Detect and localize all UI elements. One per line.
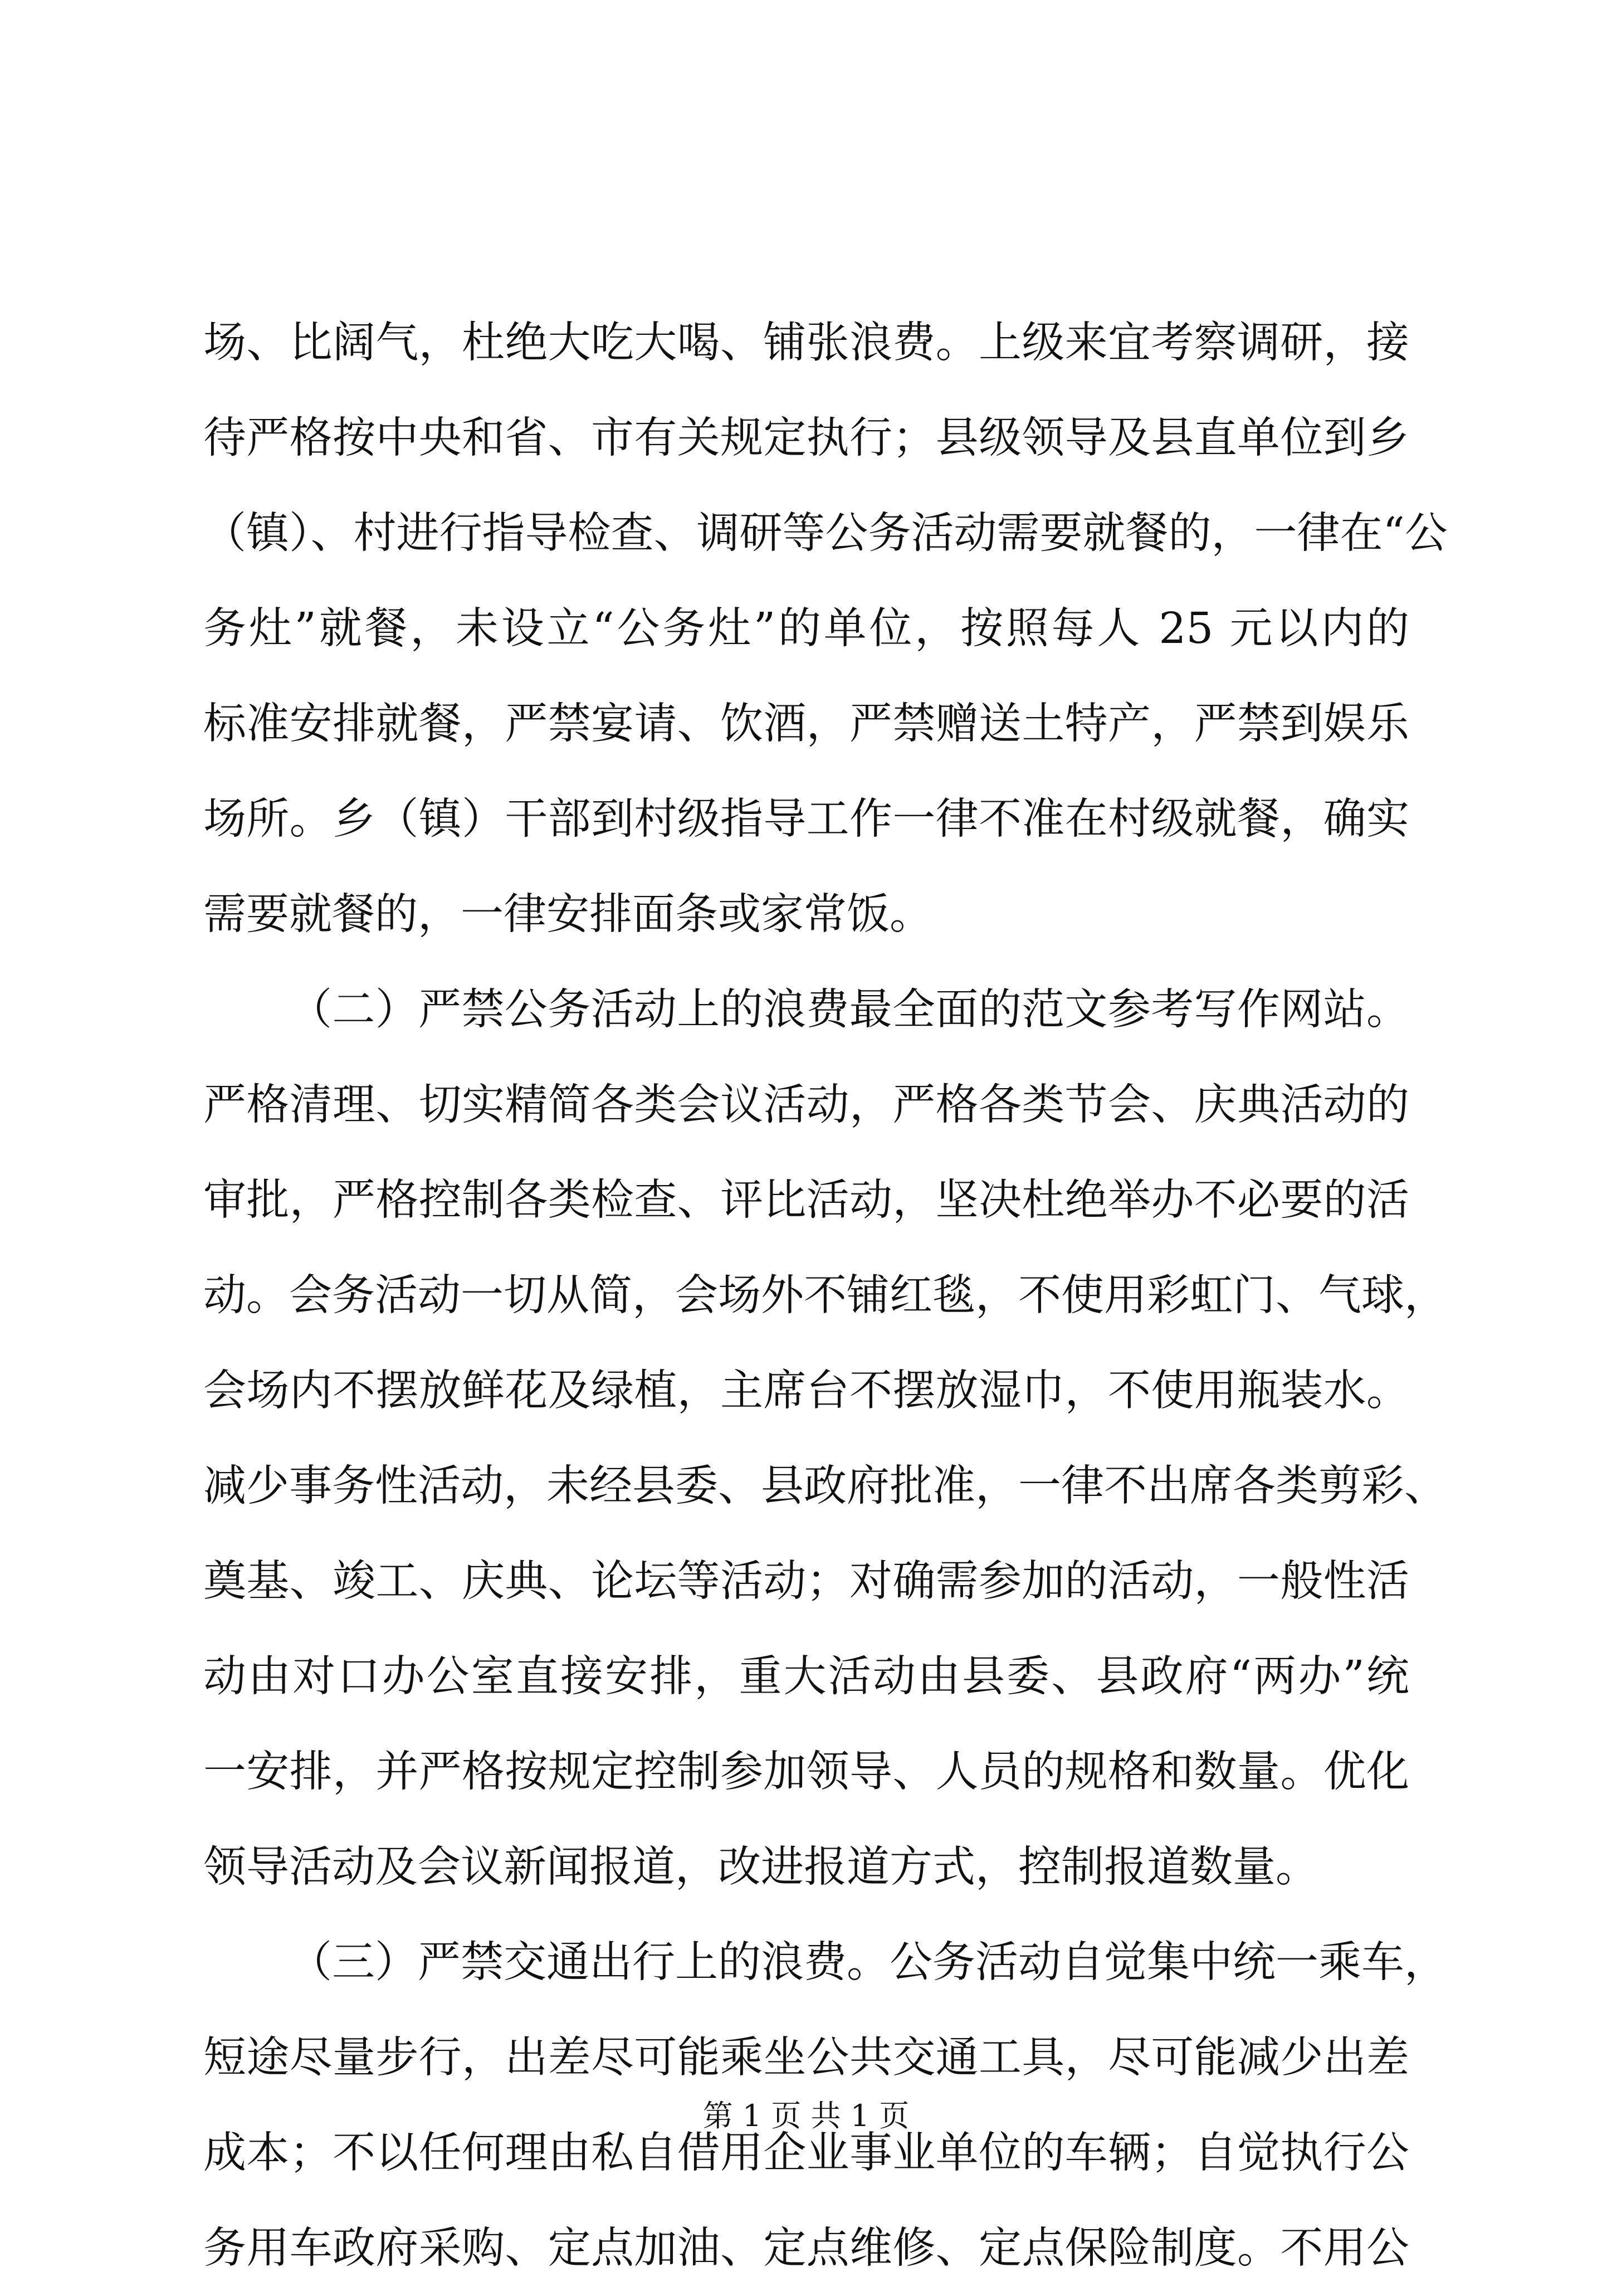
text-line: （二）严禁公务活动上的浪费最全面的范文参考写作网站。: [289, 985, 1409, 1035]
text-line: 短途尽量步行，出差尽可能乘坐公共交通工具，尽可能减少出差: [203, 2033, 1409, 2083]
text-line: 一安排，并严格按规定控制参加领导、人员的规格和数量。优化: [203, 1747, 1409, 1797]
document-body: [203, 295, 1448, 2296]
text-line: 务灶”就餐，未设立“公务灶”的单位，按照每人 25 元以内的: [203, 604, 1409, 654]
text-line: （镇）、村进行指导检查、调研等公务活动需要就餐的，一律在“公: [203, 509, 1448, 558]
text-line: 场所。乡（镇）干部到村级指导工作一律不准在村级就餐，确实: [203, 794, 1409, 844]
text-line: 会场内不摆放鲜花及绿植，主席台不摆放湿巾，不使用瓶装水。: [203, 1366, 1409, 1416]
text-line: 待严格按中央和省、市有关规定执行；县级领导及县直单位到乡: [203, 413, 1409, 463]
text-line: （三）严禁交通出行上的浪费。公务活动自觉集中统一乘车，: [289, 1938, 1447, 1987]
text-line: 动由对口办公室直接安排，重大活动由县委、县政府“两办”统: [203, 1652, 1409, 1702]
text-line: 严格清理、切实精简各类会议活动，严格各类节会、庆典活动的: [203, 1080, 1409, 1130]
text-line: 需要就餐的，一律安排面条或家常饭。: [203, 890, 932, 939]
text-line: 减少事务性活动，未经县委、县政府批准，一律不出席各类剪彩、: [203, 1461, 1447, 1511]
text-line: 领导活动及会议新闻报道，改进报道方式，控制报道数量。: [203, 1842, 1318, 1892]
text-line: 标准安排就餐，严禁宴请、饮酒，严禁赠送土特产，严禁到娱乐: [203, 699, 1409, 749]
text-line: 场、比阔气，杜绝大吃大喝、铺张浪费。上级来宜考察调研，接: [203, 318, 1409, 368]
text-line: 动。会务活动一切从简，会场外不铺红毯，不使用彩虹门、气球，: [203, 1271, 1447, 1320]
page-footer: 第 1 页 共 1 页: [702, 2098, 910, 2133]
text-line: 审批，严格控制各类检查、评比活动，坚决杜绝举办不必要的活: [203, 1176, 1409, 1225]
text-line: 务用车政府采购、定点加油、定点维修、定点保险制度。不用公: [203, 2224, 1409, 2273]
text-line: 成本；不以任何理由私自借用企业事业单位的车辆；自觉执行公: [203, 2128, 1409, 2178]
text-line: 奠基、竣工、庆典、论坛等活动；对确需参加的活动，一般性活: [203, 1557, 1409, 1606]
